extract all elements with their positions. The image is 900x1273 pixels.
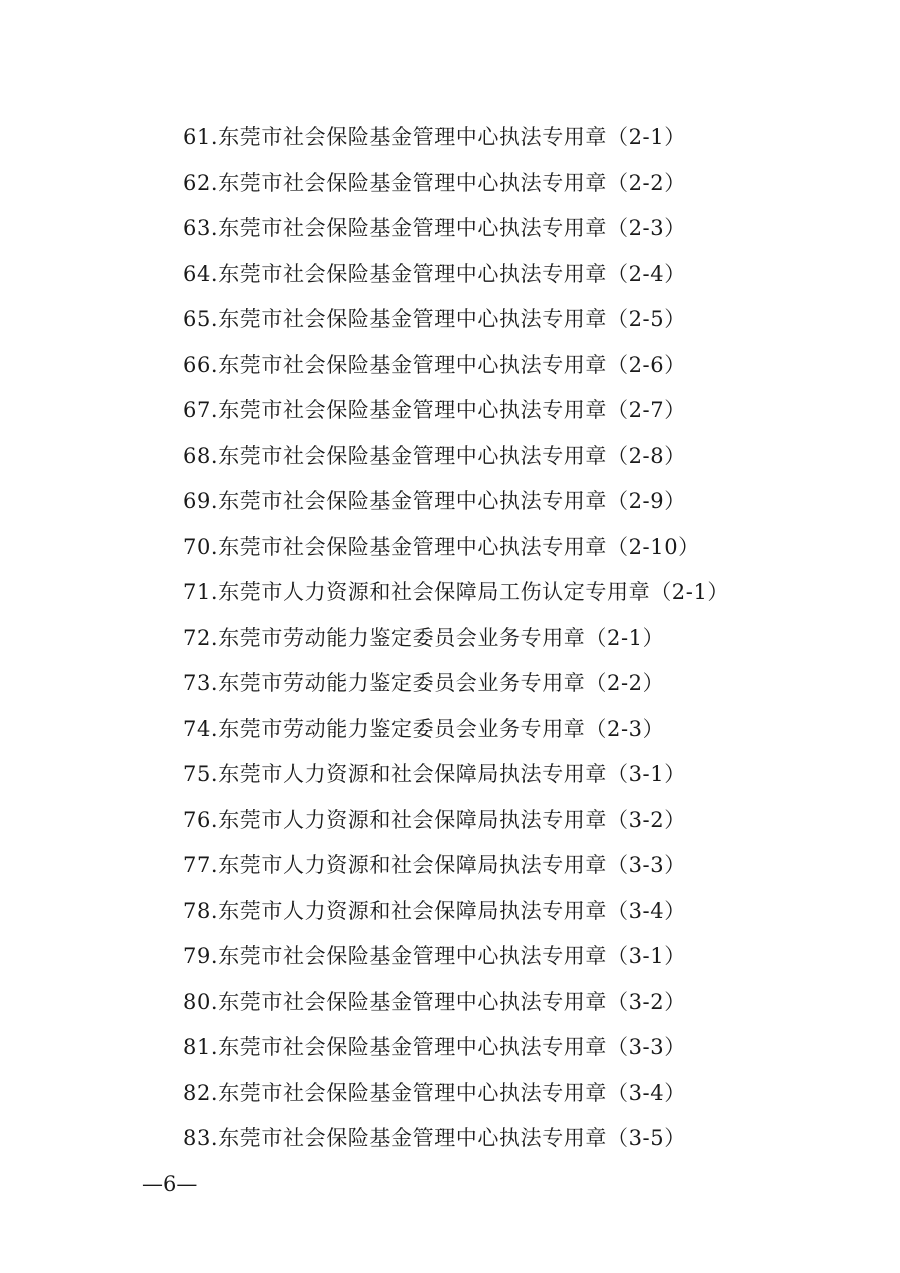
list-item: 77.东莞市人力资源和社会保障局执法专用章（3-3） xyxy=(183,853,686,877)
list-item: 80.东莞市社会保险基金管理中心执法专用章（3-2） xyxy=(183,989,686,1014)
list-item: 82.东莞市社会保险基金管理中心执法专用章（3-4） xyxy=(183,1080,686,1105)
list-item: 66.东莞市社会保险基金管理中心执法专用章（2-6） xyxy=(183,352,686,377)
list-item: 67.东莞市社会保险基金管理中心执法专用章（2-7） xyxy=(183,398,686,422)
list-item: 71.东莞市人力资源和社会保障局工伤认定专用章（2-1） xyxy=(183,580,730,604)
list-item: 62.东莞市社会保险基金管理中心执法专用章（2-2） xyxy=(183,170,686,195)
list-item: 75.东莞市人力资源和社会保障局执法专用章（3-1） xyxy=(183,762,686,786)
list-item: 76.东莞市人力资源和社会保障局执法专用章（3-2） xyxy=(183,807,686,832)
list-item: 61.东莞市社会保险基金管理中心执法专用章（2-1） xyxy=(183,125,686,149)
list-item: 78.东莞市人力资源和社会保障局执法专用章（3-4） xyxy=(183,898,686,923)
list-item: 64.东莞市社会保险基金管理中心执法专用章（2-4） xyxy=(183,261,686,286)
list-item: 72.东莞市劳动能力鉴定委员会业务专用章（2-1） xyxy=(183,625,665,650)
list-item: 74.东莞市劳动能力鉴定委员会业务专用章（2-3） xyxy=(183,716,665,741)
list-item: 83.东莞市社会保险基金管理中心执法专用章（3-5） xyxy=(183,1126,686,1150)
list-item: 73.东莞市劳动能力鉴定委员会业务专用章（2-2） xyxy=(183,671,665,695)
page-number: —6— xyxy=(142,1172,198,1196)
list-item: 65.东莞市社会保险基金管理中心执法专用章（2-5） xyxy=(183,307,686,331)
list-item: 69.东莞市社会保险基金管理中心执法专用章（2-9） xyxy=(183,489,686,513)
list-item: 63.东莞市社会保险基金管理中心执法专用章（2-3） xyxy=(183,216,686,240)
list-item: 68.东莞市社会保险基金管理中心执法专用章（2-8） xyxy=(183,443,686,468)
list-item: 79.东莞市社会保险基金管理中心执法专用章（3-1） xyxy=(183,944,686,968)
seal-list xyxy=(183,115,823,1162)
list-item: 81.东莞市社会保险基金管理中心执法专用章（3-3） xyxy=(183,1035,686,1059)
list-item: 70.东莞市社会保险基金管理中心执法专用章（2-10） xyxy=(183,534,700,559)
